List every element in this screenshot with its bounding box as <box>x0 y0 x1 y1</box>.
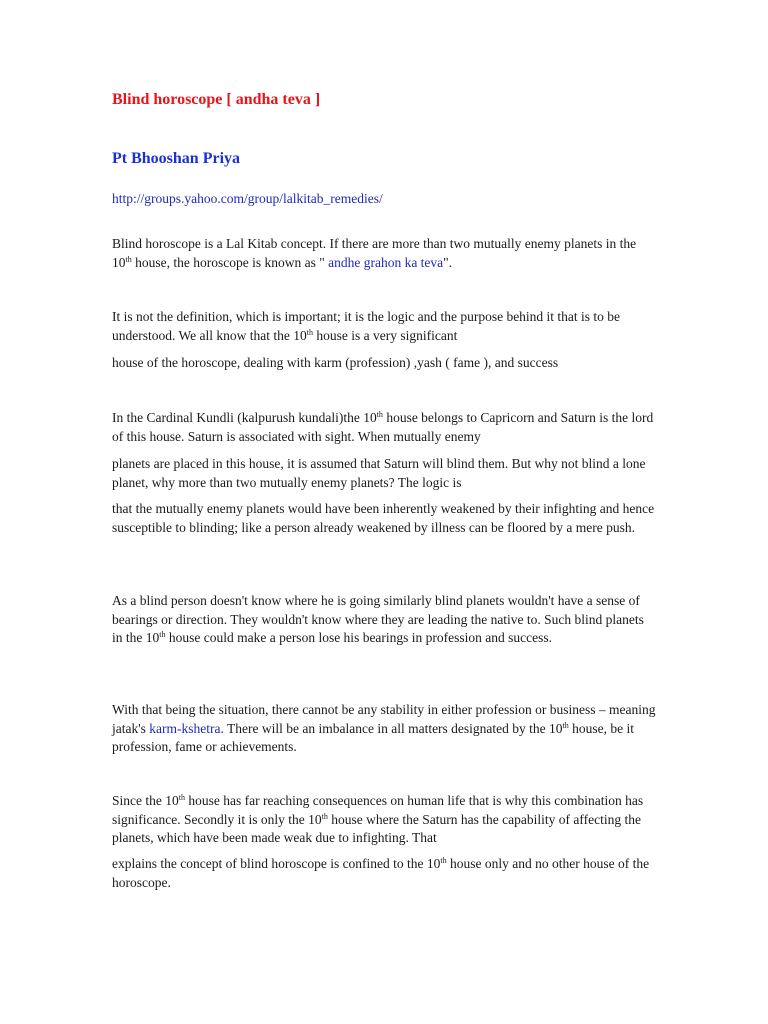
paragraph-significance: Since the 10th house has far reaching consequences on human life that is why this combination has significance. Secondly it is only the 10th house where the Saturn has the capability of affecting the planets, which have been made weak due to infighting. That <box>112 793 644 845</box>
paragraph-blind-person: As a blind person doesn't know where he is going similarly blind planets wouldn't have a sense of bearings or direction. They wouldn't know where they are leading the native to. Such blind planets in the 10th house could make a person lose his bearings in profession and success. <box>112 593 644 645</box>
karm-kshetra-link[interactable]: karm-kshetra <box>149 720 221 736</box>
paragraph-logic: It is not the definition, which is important; it is the logic and the purpose behind it that is to be understood. We all know that the 10th house is a very significant <box>112 309 621 343</box>
paragraph-intro: Blind horoscope is a Lal Kitab concept. If there are more than two mutually enemy planets in the 10th house, the horoscope is known as " andhe grahon ka teva". <box>112 236 637 270</box>
document-title: Blind horoscope [ andha teva ] <box>112 91 321 108</box>
paragraph-infighting: that the mutually enemy planets would have been inherently weakened by their infighting and hence susceptible to blinding; like a person already weakened by illness can be floored by a mere push. <box>112 501 655 535</box>
paragraph-house-meaning: house of the horoscope, dealing with karm (profession) ,yash ( fame ), and success <box>112 355 559 370</box>
author-name: Pt Bhooshan Priya <box>112 150 241 167</box>
paragraph-cardinal-kundli: In the Cardinal Kundli (kalpurush kundali)the 10th house belongs to Capricorn and Saturn is the lord of this house. Saturn is associated with sight. When mutually enemy <box>112 410 654 444</box>
paragraph-conclusion: explains the concept of blind horoscope is confined to the 10th house only and no other house of the horoscope. <box>112 856 650 890</box>
paragraph-stability: With that being the situation, there cannot be any stability in either profession or business – meaning jatak's karm-kshetra. There will be an imbalance in all matters designated by the 10th house, be it profession, fame or achievements. <box>112 702 656 754</box>
paragraph-saturn-blind: planets are placed in this house, it is assumed that Saturn will blind them. But why not blind a lone planet, why more than two mutually enemy planets? The logic is <box>112 456 646 490</box>
group-url-link[interactable]: http://groups.yahoo.com/group/lalkitab_remedies/ <box>112 191 383 206</box>
andhe-grahon-link[interactable]: andhe grahon ka teva <box>328 254 444 270</box>
